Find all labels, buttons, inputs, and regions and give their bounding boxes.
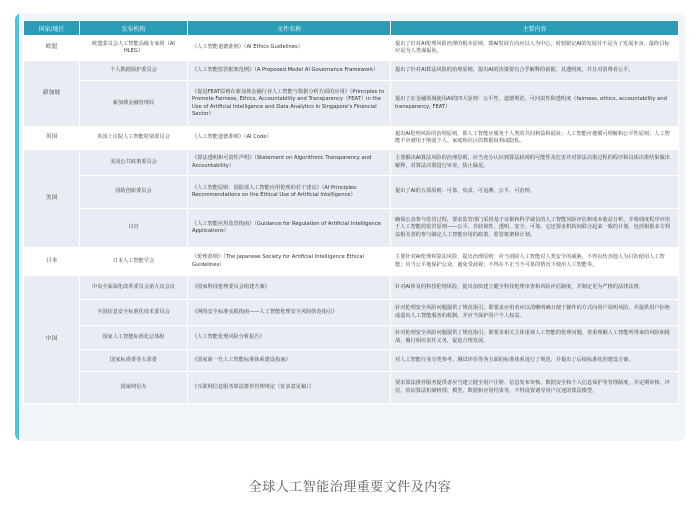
agency-cell: 全国信息安全标准化技术委员会 — [80, 300, 188, 326]
content-cell: 针对伦理安全风险问题提供了规范指引，即要求相关主体重视人工智能的伦理问题，着重理解人工智能所带来的风险和挑战，履行相应责任义务，促进合规发展。 — [391, 326, 679, 350]
document-cell: 《人工智能原则：国防部人工智能应用伦理的若干建议》（AI Principles: Recommendations on the Ethical Use of Artificial Intelligence） — [188, 176, 391, 209]
agency-cell: 欧盟委员会人工智能高级专家组（AI HLEG） — [80, 36, 188, 61]
agency-cell: 国家标准委等五部委 — [80, 350, 188, 372]
document-cell: 《国家新一代人工智能标准体系建设指南》 — [188, 350, 391, 372]
document-cell: 《促进FEAT原则在新加坡金融行业人工智能与数据分析方面的应用》（Principles to Promote Fairness, Ethics, Accountability and Transparency（FEAT）in the Use of Artificial Intelligence and Data Analytics in Singapore’s Financial Sector） — [188, 81, 391, 127]
table-row — [24, 176, 679, 209]
country-cell: 美国 — [24, 150, 80, 248]
agency-cell: 国家人工智能标准化总体组 — [80, 326, 188, 350]
agency-cell: 白宫 — [80, 209, 188, 248]
country-cell: 英国 — [24, 127, 80, 150]
content-cell: 主要针对AI伦理和算法风险，提出治理原则：应当消除人工智能对人类安全的威胁，不得以伤害他人为目的使用人工智能；应当公平地保护公众，避免受歧视；不得在不正当不可靠的情况下使用人工智能等。 — [391, 248, 679, 276]
agency-cell: 美国公共政策委员会 — [80, 150, 188, 176]
content-cell: 要求算法推荐服务提供者应当建立健全用户注册、信息发布审核、数据安全和个人信息保护等管理制度，并定期审核、评估、验证算法机制机理、模型、数据和应用结果等，不得设置诱导用户沉迷的算法模型。 — [391, 372, 679, 404]
table-row — [24, 350, 679, 372]
agency-cell: 中央全面深化改革委员会第九次会议 — [80, 276, 188, 300]
table-row — [24, 61, 679, 81]
accent-bar — [15, 13, 19, 441]
header-content: 主要内容 — [391, 21, 679, 36]
table-row — [24, 36, 679, 61]
content-cell: 针对AI涉及的科技伦理风险，提出加快建立健全科技伦理审查和风险评估制度，并制定更为严格的法律法规。 — [391, 276, 679, 300]
document-cell: 《人工智能道德准则》（AI Code） — [188, 127, 391, 150]
document-cell: 《人工智能监管框架范例》（A Proposed Model AI Governance Framework） — [188, 61, 391, 81]
table-row — [24, 150, 679, 176]
header-agency: 发布机构 — [80, 21, 188, 36]
table-row — [24, 326, 679, 350]
header-document: 文件名称 — [188, 21, 391, 36]
document-cell: 《互联网信息服务算法推荐管理规定（征求意见稿）》 — [188, 372, 391, 404]
table-row — [24, 276, 679, 300]
content-cell: 提出了AI的五项原则：可靠、负责、可追溯、公平、可治理。 — [391, 176, 679, 209]
agency-cell: 英国上议院人工智能特别委员会 — [80, 127, 188, 150]
table-row — [24, 248, 679, 276]
content-cell: 提出了在金融领域使用AI的四大原则：公平性、道德规范、可问责性和透明度（fairness, ethics, accountability and transparency, FEAT） — [391, 81, 679, 127]
content-cell: 提出了针对AI算法风险的治理原则，提出AI的決策要有合乎解释的依据，具透明度，并且对消费者公平。 — [391, 61, 679, 81]
content-cell: 提出AI伦理风险的治理原则，即人工智能应服务于人类的共同利益和福祉；人工智能应遵循可理解和公平性原则；人工智能不应被用于削弱个人、家庭和社区的数据权利或隐私。 — [391, 127, 679, 150]
content-cell: 对人工智能行业分类参考、测试评价等各方面的标准体系进行了规范，并提出了后续标准化的建设方案。 — [391, 350, 679, 372]
table-row — [24, 127, 679, 150]
country-cell: 欧盟 — [24, 36, 80, 61]
table-card — [15, 13, 685, 441]
agency-cell: 国家网信办 — [80, 372, 188, 404]
document-cell: 《国家科技伦理委员会组建方案》 — [188, 276, 391, 300]
agency-cell: 日本人工智能学会 — [80, 248, 188, 276]
document-cell: 《人工智能应用监管指南》（Guidance for Regulation of Artificial Intelligence Applications） — [188, 209, 391, 248]
content-cell: 提出了针对AI伦理风险治理的根本原则，即AI发展方向应以人为中心，时刻铭记AI的发展并不是为了发展本身，最终目标应是为人类谋福祉。 — [391, 36, 679, 61]
table-header-row — [24, 21, 679, 36]
table-row — [24, 209, 679, 248]
document-cell: 《人工智能伦理风险分析报告》 — [188, 326, 391, 350]
document-cell: 《人工智能道德准则》（AI Ethics Guidelines） — [188, 36, 391, 61]
table-row — [24, 81, 679, 127]
content-cell: 针对伦理安全风险问题提供了规范指引，即要求应用者应以清晰明确且便于操作的方式向用户说明风险，并提供用户拒绝或退出人工智能服务的机制。并应当保护用户个人权益。 — [391, 300, 679, 326]
table-row — [24, 372, 679, 404]
country-cell: 日本 — [24, 248, 80, 276]
document-cell: 《伦理准则》（The Japanese Society for Artificial Intelligence Ethical Guidelines） — [188, 248, 391, 276]
header-country: 国家/地区 — [24, 21, 80, 36]
agency-cell: 国防创新委员会 — [80, 176, 188, 209]
figure-caption: 全球人工智能治理重要文件及内容 — [248, 480, 452, 495]
governance-table — [23, 20, 679, 404]
country-cell: 新加坡 — [24, 61, 80, 127]
content-cell: 确保公众参与监管过程，要求监管部门采用基于证据和科学诚信的人工智能风险评估和成本收益分析，并将调度程序应用于人工智能的监管原则——公平、非歧视性、透明、安全、可靠。它还要求机构间联合起来一致的计划。包括根据多方利益相关者的参与制定人工智能应用的政策、监管框架和计划。 — [391, 209, 679, 248]
content-cell: 主要解决AI算法风险的治理原则，应当充分认识到算法歧视的可能性及危害并对算法决策过程的程序和具体决策结果做出解释，对算法决策进行审查，防止偏见。 — [391, 150, 679, 176]
country-cell: 中国 — [24, 276, 80, 404]
document-cell: 《算法透明和可责性声明》（Statement on Algorithmic Transparency and Accountability） — [188, 150, 391, 176]
agency-cell: 新加坡金融管理局 — [80, 81, 188, 127]
agency-cell: 个人数据保护委员会 — [80, 61, 188, 81]
document-cell: 《网络安全标准实践指南——人工智能伦理安全风险防范指引》 — [188, 300, 391, 326]
table-row — [24, 300, 679, 326]
